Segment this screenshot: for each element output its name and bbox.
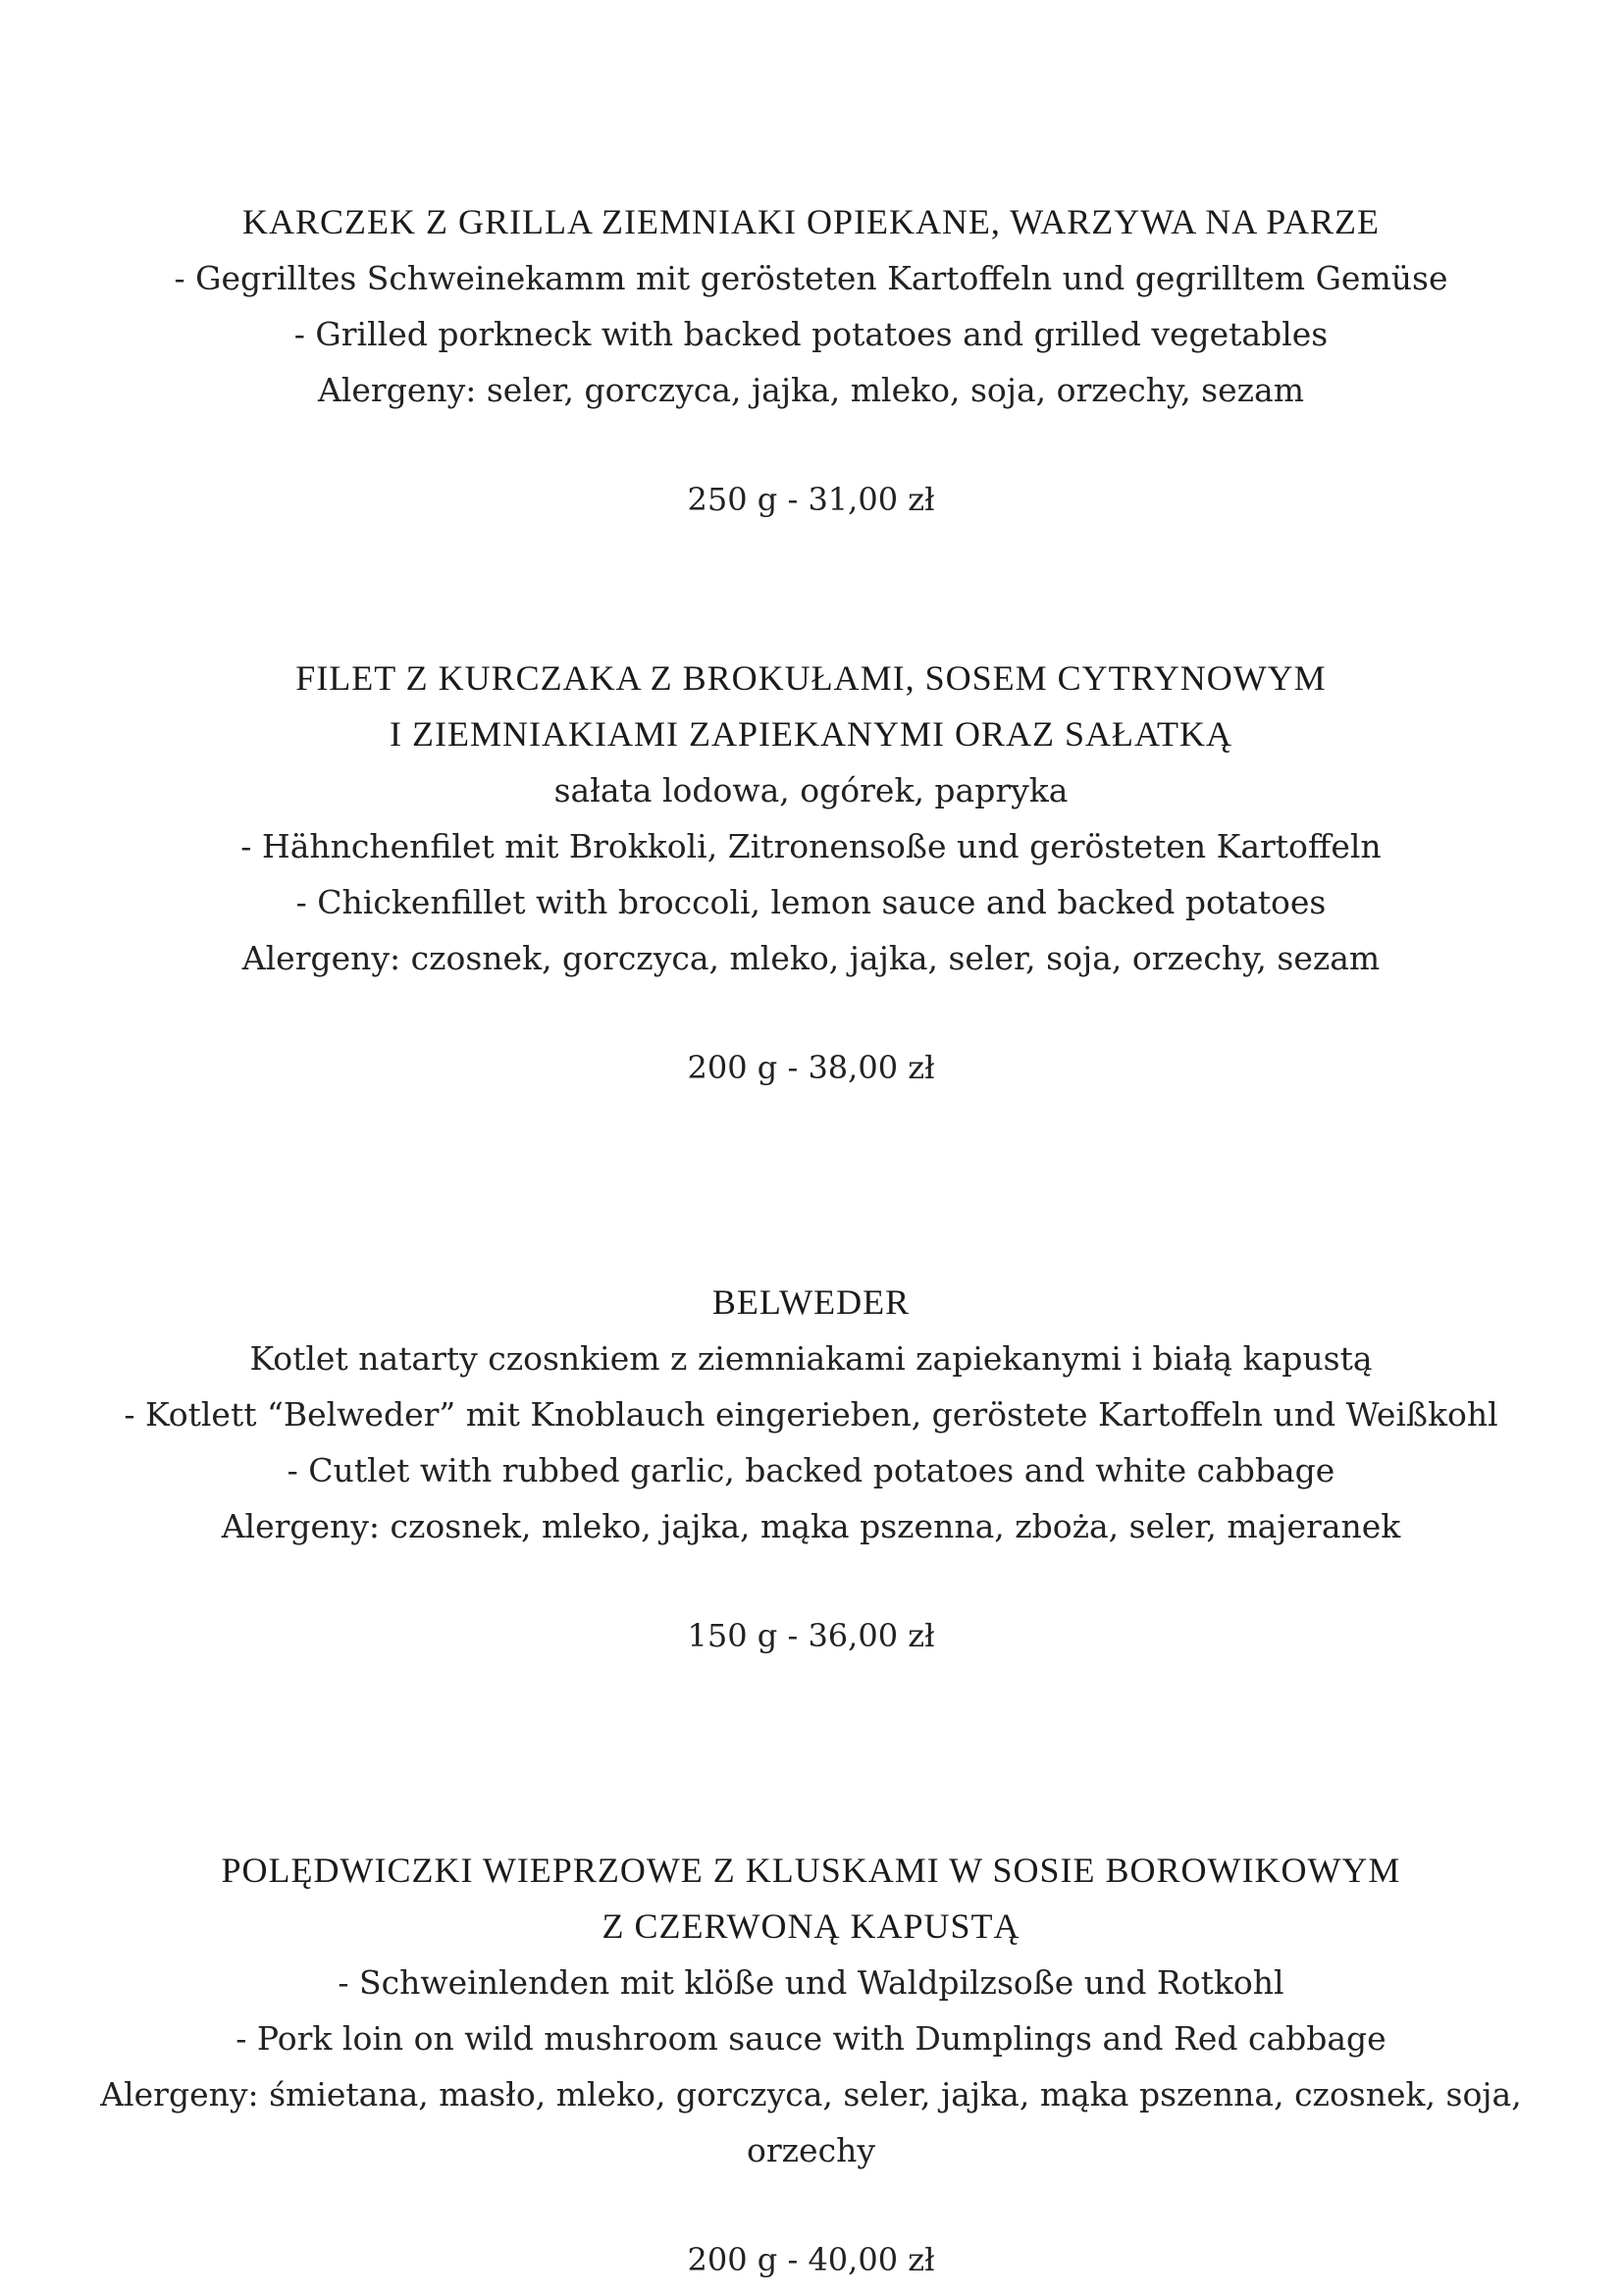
item-spacer	[0, 1096, 1622, 1275]
item-allergens-continued: orzechy	[747, 2131, 875, 2169]
item-title: KARCZEK Z GRILLA ZIEMNIAKI OPIEKANE, WARZYWA NA PARZE	[242, 202, 1380, 241]
item-description-en: - Chickenfillet with broccoli, lemon sauce and backed potatoes	[295, 883, 1327, 921]
item-title: POLĘDWICZKI WIEPRZOWE Z KLUSKAMI W SOSIE BOROWIKOWYM	[221, 1851, 1401, 1890]
item-price: 150 g - 36,00 zł	[687, 1617, 935, 1654]
item-price: 200 g - 40,00 zł	[687, 2241, 935, 2278]
item-title: BELWEDER	[711, 1282, 911, 1322]
menu-item-filet-z-kurczaka	[0, 651, 1622, 1096]
item-allergens: Alergeny: czosnek, gorczyca, mleko, jajka, seler, soja, orzechy, sezam	[241, 939, 1381, 977]
item-title-continued: I ZIEMNIAKIAMI ZAPIEKANYMI ORAZ SAŁATKĄ	[390, 714, 1232, 754]
item-description-de: - Hähnchenfilet mit Brokkoli, Zitronensoße und gerösteten Kartoffeln	[240, 827, 1382, 865]
item-description-en: - Grilled porkneck with backed potatoes and grilled vegetables	[293, 315, 1329, 353]
item-allergens: Alergeny: seler, gorczyca, jajka, mleko, soja, orzechy, sezam	[318, 371, 1304, 409]
item-price: 250 g - 31,00 zł	[687, 481, 935, 518]
item-spacer	[0, 1664, 1622, 1843]
menu-item-karczek	[0, 194, 1622, 528]
item-description-de: - Kotlett “Belweder” mit Knoblauch eingerieben, geröstete Kartoffeln und Weißkohl	[124, 1395, 1498, 1434]
item-allergens: Alergeny: czosnek, mleko, jajka, mąka pszenna, zboża, seler, majeranek	[221, 1507, 1401, 1545]
item-description-en: - Pork loin on wild mushroom sauce with Dumplings and Red cabbage	[235, 2019, 1387, 2058]
item-description-de: - Gegrilltes Schweinekamm mit gerösteten Kartoffeln und gegrilltem Gemüse	[174, 259, 1448, 297]
item-price: 200 g - 38,00 zł	[687, 1049, 935, 1086]
item-title-continued: Z CZERWONĄ KAPUSTĄ	[602, 1906, 1020, 1946]
menu-page	[0, 194, 1622, 2288]
item-spacer	[0, 528, 1622, 651]
item-description-pl: sałata lodowa, ogórek, papryka	[553, 771, 1069, 809]
item-title: FILET Z KURCZAKA Z BROKUŁAMI, SOSEM CYTRYNOWYM	[295, 658, 1327, 698]
item-description-de: - Schweinlenden mit klöße und Waldpilzsoße und Rotkohl	[338, 1963, 1284, 2002]
menu-item-poledwiczki	[0, 1843, 1622, 2288]
item-allergens: Alergeny: śmietana, masło, mleko, gorczyca, seler, jajka, mąka pszenna, czosnek, soja,	[100, 2075, 1522, 2113]
item-description-en: - Cutlet with rubbed garlic, backed potatoes and white cabbage	[287, 1451, 1335, 1489]
item-description-pl: Kotlet natarty czosnkiem z ziemniakami zapiekanymi i białą kapustą	[249, 1339, 1373, 1378]
menu-item-belweder	[0, 1275, 1622, 1664]
